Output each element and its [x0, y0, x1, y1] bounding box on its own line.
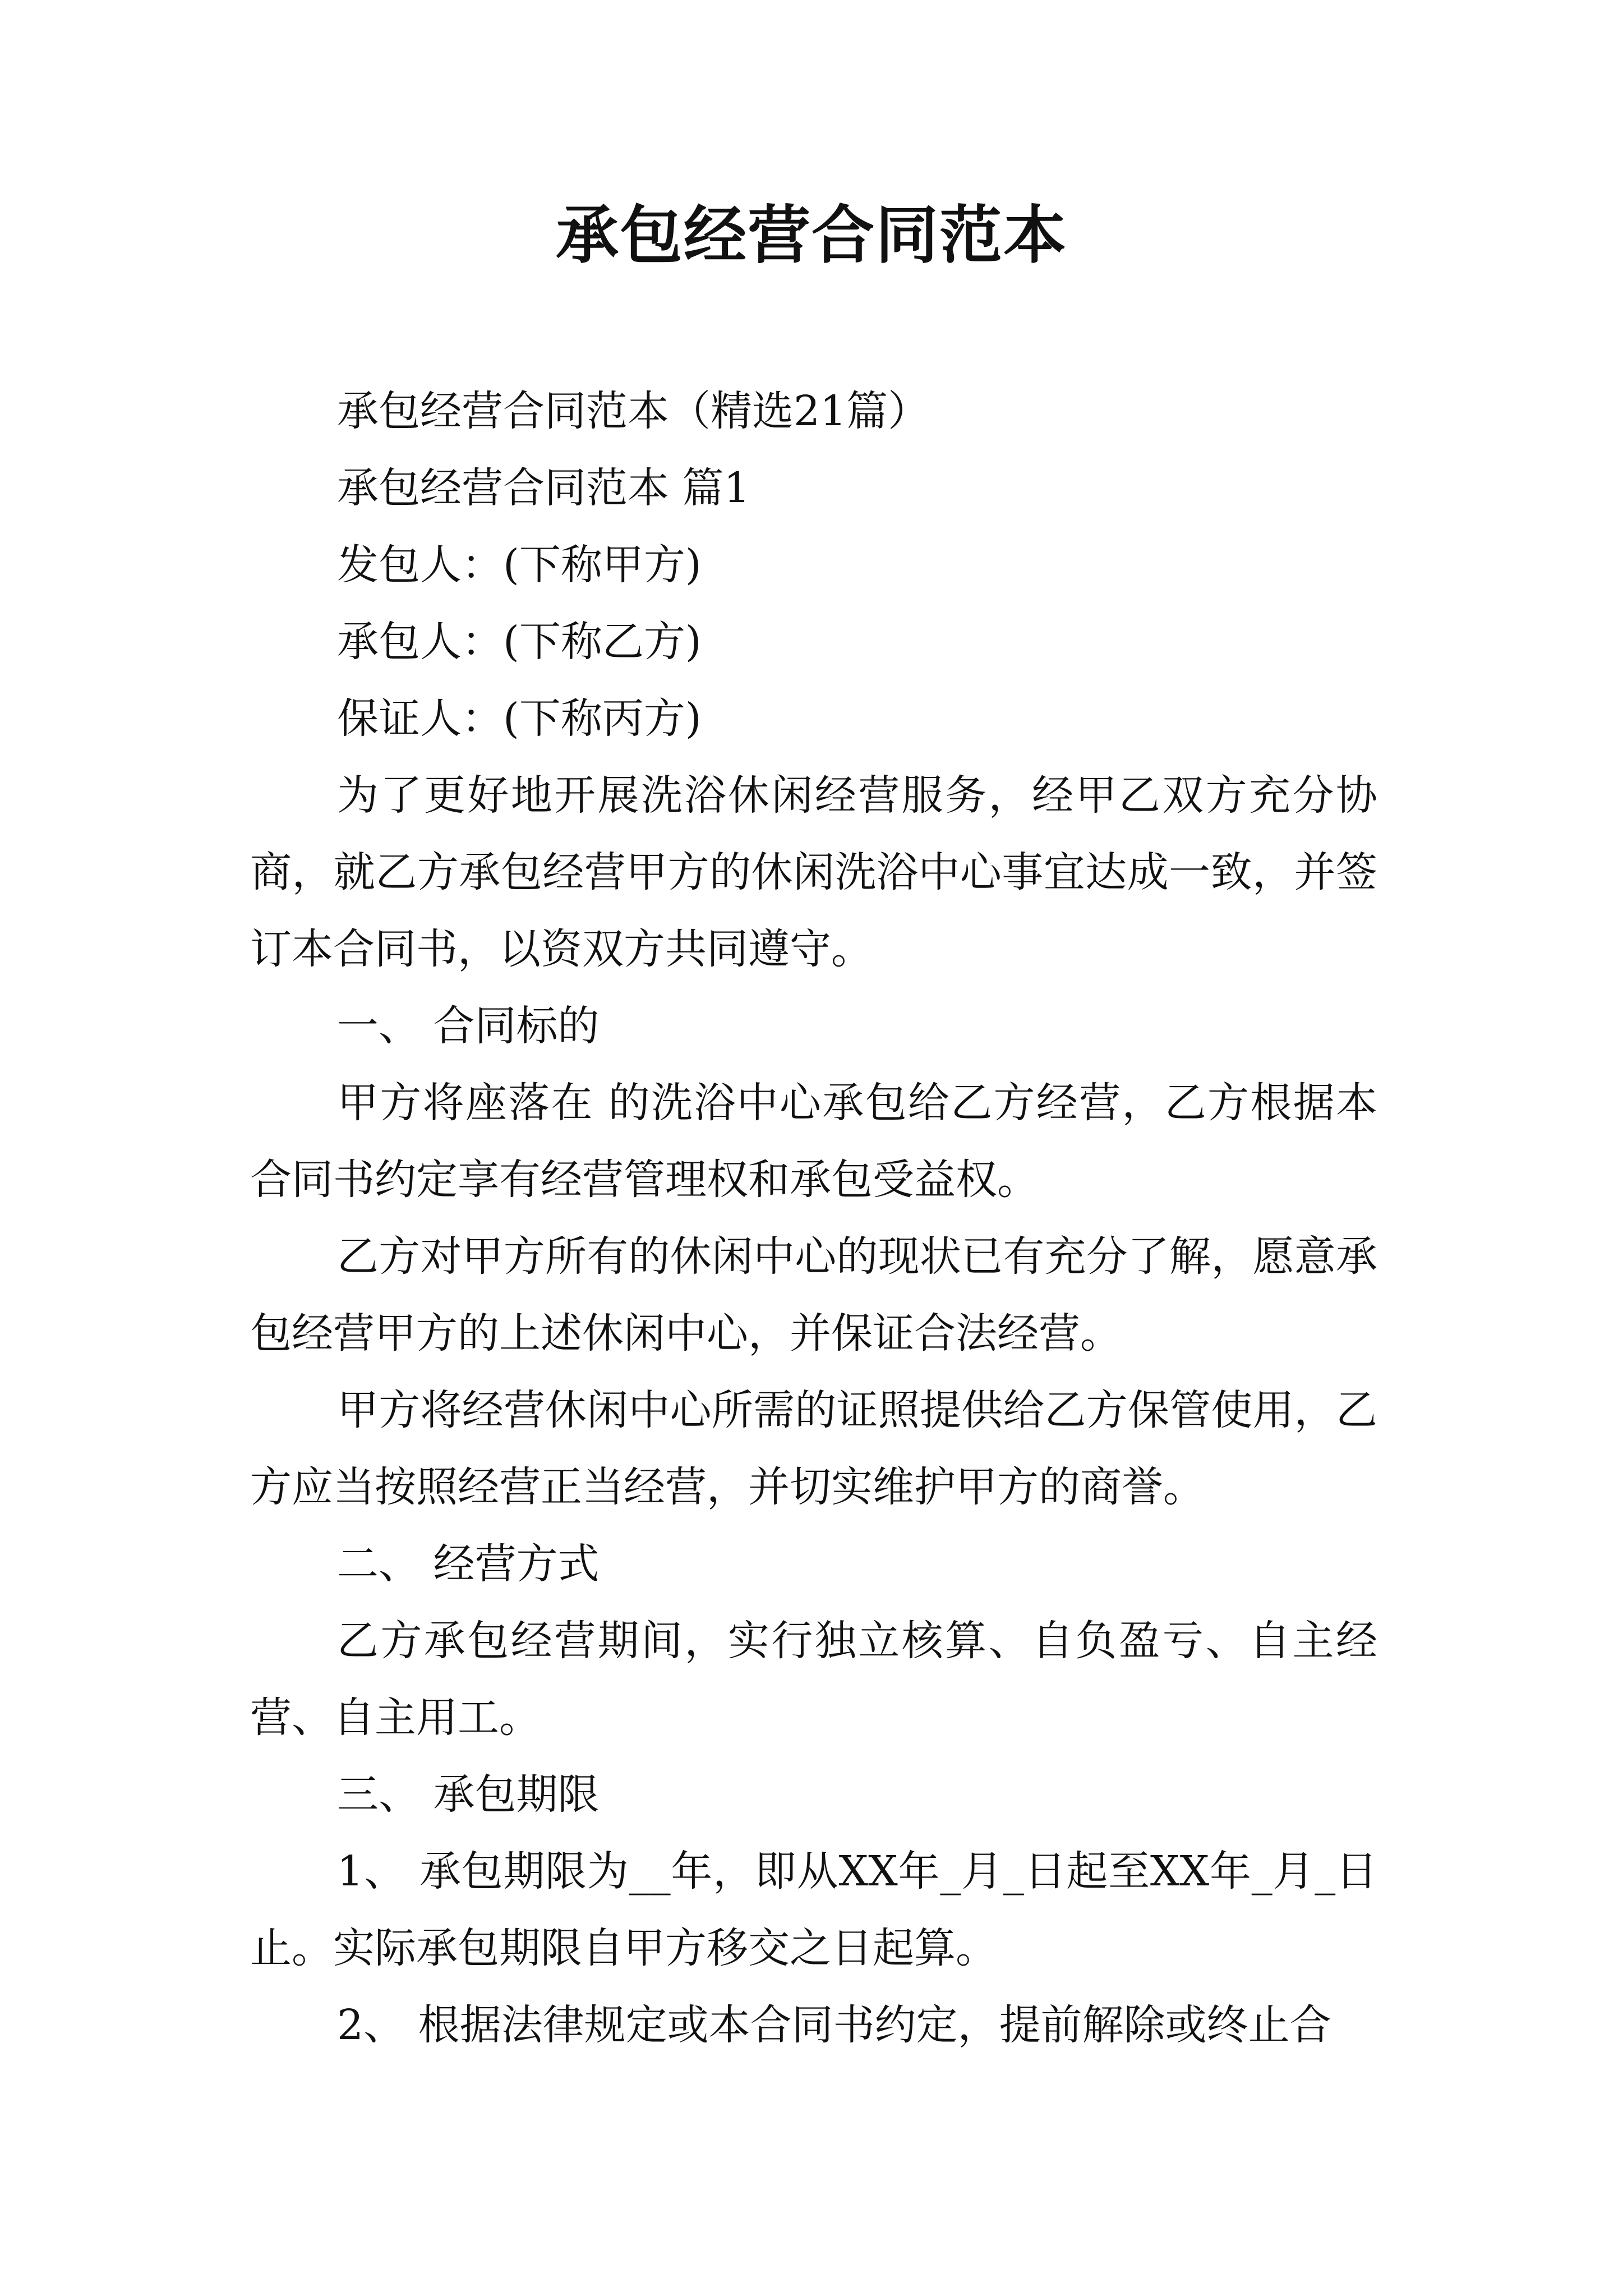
paragraph-clause-1-text-a: 甲方将座落在 的洗浴中心承包给乙方经营，乙方根据本合同书约定享有经营管理权和承包受益权。: [250, 1079, 1377, 1204]
paragraph-party-b: 承包人：(下称乙方): [337, 618, 702, 666]
paragraph-clause-3-item-2: 2、 根据法律规定或本合同书约定，提前解除或终止合: [337, 2001, 1331, 2049]
document-title: 承包经营合同范本: [556, 199, 1067, 272]
paragraph-party-a: 发包人：(下称甲方): [337, 541, 702, 589]
document-body: [250, 373, 1377, 2064]
paragraph-section-heading: 承包经营合同范本 篇1: [337, 464, 750, 512]
paragraph-guarantor: 保证人：(下称丙方): [337, 694, 702, 743]
paragraph-clause-2-heading: 二、 经营方式: [337, 1540, 600, 1588]
paragraph-clause-1-heading: 一、 合同标的: [337, 1002, 600, 1050]
paragraph-subtitle: 承包经营合同范本（精选21篇）: [337, 387, 930, 435]
paragraph-clause-3-item-1: 1、 承包期限为__年，即从XX年_月_日起至XX年_月_日止。实际承包期限自甲方移交之日起算。: [250, 1847, 1377, 1972]
paragraph-preamble: 为了更好地开展洗浴休闲经营服务，经甲乙双方充分协商，就乙方承包经营甲方的休闲洗浴中心事宜达成一致，并签订本合同书，以资双方共同遵守。: [250, 771, 1377, 973]
paragraph-clause-1-text-c: 甲方将经营休闲中心所需的证照提供给乙方保管使用，乙方应当按照经营正当经营，并切实维护甲方的商誉。: [250, 1386, 1377, 1511]
paragraph-clause-3-heading: 三、 承包期限: [337, 1770, 600, 1819]
paragraph-clause-1-text-b: 乙方对甲方所有的休闲中心的现状已有充分了解，愿意承包经营甲方的上述休闲中心，并保证合法经营。: [250, 1232, 1377, 1358]
paragraph-clause-2-text: 乙方承包经营期间，实行独立核算、自负盈亏、自主经营、自主用工。: [250, 1617, 1377, 1742]
